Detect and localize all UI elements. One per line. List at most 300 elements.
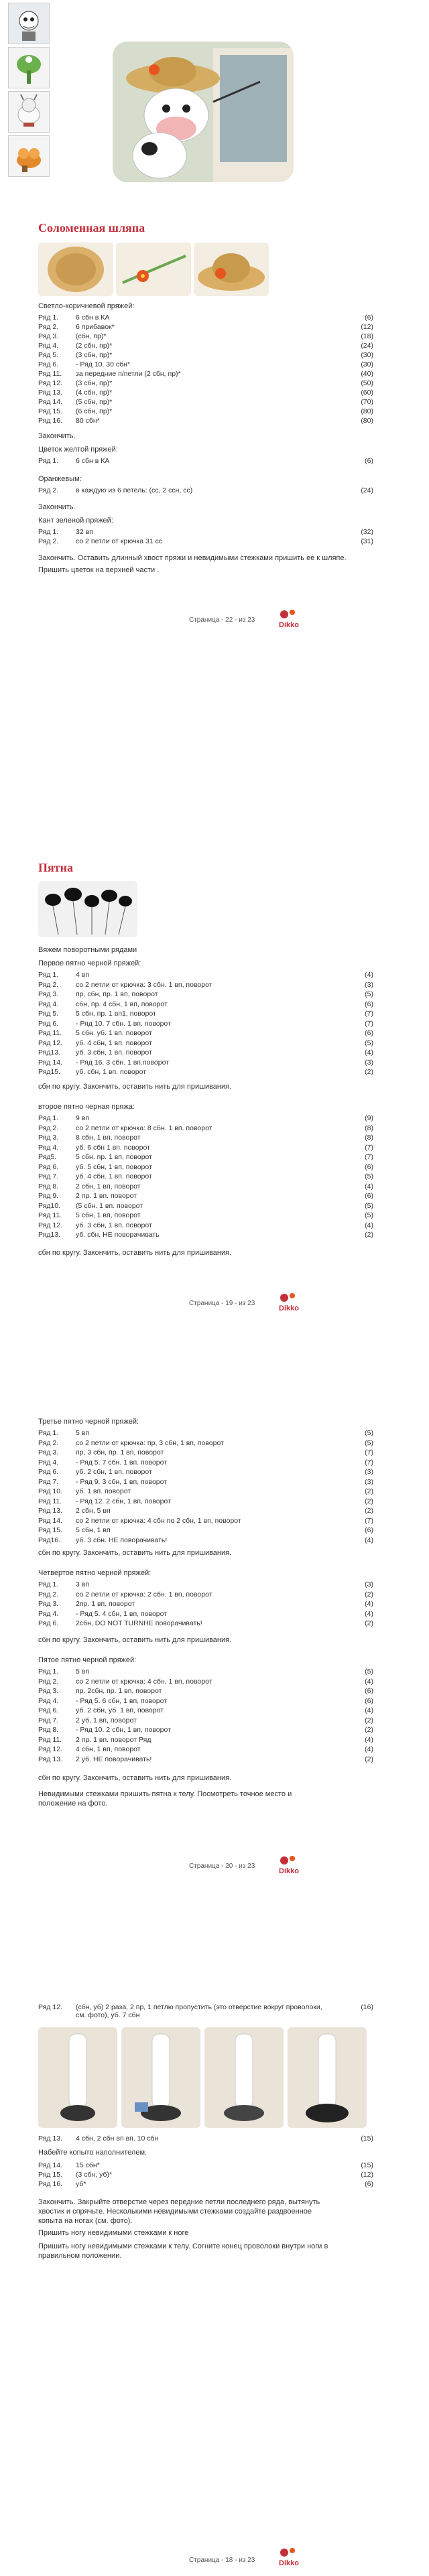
row-text: со 2 петли от крючка: 8 сбн. 1 вп. поворот [76,1124,212,1132]
instruction-row [38,1600,373,1609]
row-count: (15) [361,2161,373,2169]
finish-note: Закончить. Оставить длинный хвост пряжи и невидимыми стежками пришить ее к шляпе. [38,554,347,562]
row-label: Ряд 1. [38,1580,59,1588]
instruction-row [38,1507,373,1516]
green-intro: Кант зеленой пряжей: [38,517,113,525]
instruction-row [38,990,373,1000]
row-text: уб. 4 сбн. 1 вп. поворот [76,1172,152,1180]
row-label: Ряд 8. [38,1182,59,1191]
row-count: (4) [365,1745,373,1753]
dikko-logo-text: Dikko [279,2559,299,2567]
instruction-row [38,2171,373,2180]
row-text: - Ряд 5. 4 сбн, 1 вп, поворот [76,1609,168,1618]
finish-text-2: Закончить. [38,503,76,511]
instruction-row [38,342,373,351]
instruction-row [38,379,373,389]
part3-intro: Третье пятно черной пряжей: [38,1418,139,1426]
instruction-row [38,1172,373,1182]
row-text: уб. 1 вп. поворот [76,1487,131,1495]
row-count: (6) [365,1162,373,1171]
row-count: (7) [365,1019,373,1028]
instruction-row [38,1497,373,1507]
thumbnail-goat[interactable] [8,91,50,133]
row-text: со 2 петли от крючка 31 сс [76,537,163,545]
row-label: Ряд 5. [38,1010,59,1018]
row-label: Ряд 12. [38,1038,62,1047]
instruction-row [38,1182,373,1192]
hat-photo-crown [38,243,113,296]
row-count: (12) [361,2171,373,2179]
row-count: (3) [365,1477,373,1486]
instruction-row [38,398,373,407]
row-label: Ряд15. [38,1068,61,1076]
part3-end: сбн по кругу. Закончить, оставить нить для пришивания. [38,1549,232,1557]
row-text: (2 сбн, пр)* [76,342,113,350]
row-text: 5 сбн. уб. 1 вп. поворот [76,1029,152,1037]
instruction-row [38,1726,373,1735]
row-count: (18) [361,332,373,340]
row-label: Ряд 10. [38,1487,62,1495]
thumbnail-orange-animal[interactable] [8,135,50,177]
row-text: со 2 петли от крючка: 2 сбн. 1 вп, поворот [76,1590,212,1599]
row-text: в каждую из 6 петель: (сс, 2 ссн, сс) [76,486,193,494]
instruction-row [38,1668,373,1677]
flower-note: Пришить цветок на верхней части . [38,566,160,574]
hat-photo-finished [194,243,269,296]
row-count: (4) [365,1609,373,1618]
hat-photo-flower [116,243,191,296]
row-text: уб. сбн, 1 вп. поворот [76,1068,147,1076]
row-label: Ряд 4. [38,1696,59,1705]
row-text: (сбн, уб) 2 раза, 2 пр, 1 петлю пропустить (это отверстие вокруг проволоки, см. фото), уб. 7 сбн [76,2003,322,2019]
page-hat [0,221,429,657]
part5-intro: Пятое пятно черной пряжей: [38,1656,137,1664]
row-count: (4) [365,1182,373,1191]
row-text: 15 сбн* [76,2161,100,2169]
row-text: уб. 2 сбн, 1 вп, поворот [76,1468,152,1476]
row-text: 6 сбн в КА [76,457,110,465]
instruction-row [38,1439,373,1448]
row-text: 4 сбн, 1 вп, поворот [76,1745,141,1753]
row-label: Ряд 7. [38,1172,59,1180]
finish-note: Закончить. Закрыйте отверстие через передние петли последнего ряда, вытянуть хвостик и спрячьте. Несколькими невидимыми стежками создайте раздвоенное копыта на ногах (см. фото). [38,2198,320,2225]
row-count: (6) [365,1526,373,1534]
row-text: 80 сбн* [76,417,100,425]
row-label: Ряд 2. [38,486,59,494]
row-text: со 2 петли от крючка: 3 сбн. 1 вп, поворот [76,980,212,989]
row-count: (4) [365,1735,373,1744]
instruction-row [38,1068,373,1077]
row-count: (40) [361,370,373,378]
leg-photo-2 [121,2027,200,2128]
section-title-hat: Соломенная шляпа [38,221,145,234]
row-text: - Ряд 10. 30 сбн* [76,360,131,368]
row-text: уб. сбн, НЕ поворачивать [76,1231,160,1239]
row-label: Ряд 1. [38,457,59,465]
part1-intro: Первое пятно черной пряжей: [38,959,141,967]
row-count: (7) [365,1010,373,1018]
sew-leg: Пришить ногу невидимыми стежками к ноге [38,2229,189,2237]
row-count: (9) [365,1114,373,1122]
row-count: (2) [365,1231,373,1239]
row-text: 9 вп [76,1114,90,1122]
row-count: (8) [365,1134,373,1142]
dikko-logo-text: Dikko [279,1304,299,1312]
header-block [0,0,429,221]
row-text: уб. 6 сбн 1 вп. поворот [76,1143,150,1152]
row-text: 2сбн, DO NOT TURNНЕ поворачивать! [76,1619,202,1627]
finish-text: Закончить. [38,432,76,440]
page-spots [0,861,429,1370]
row-label: Ряд 4. [38,1000,59,1008]
dikko-logo [275,1852,307,1879]
row-count: (50) [361,379,373,387]
row-text: - Ряд 5. 7 сбн. 1 вп. поворот [76,1458,168,1467]
part2-end: сбн по кругу. Закончить, оставить нить для пришивания. [38,1249,232,1257]
row-label: Ряд 6. [38,1468,59,1476]
row-text: со 2 петли от крючка: пр, 3 сбн, 1 вп, поворот [76,1438,224,1447]
sew-body: Пришить ногу невидимыми стежками к телу. Согните конец проволоки внутри ноги в правильном положении. [38,2242,328,2260]
row-count: (2) [365,1590,373,1599]
instruction-row [38,2161,373,2171]
row-label: Ряд 13. [38,389,62,397]
part5-end: сбн по кругу. Закончить, оставить нить для пришивания. [38,1774,232,1782]
row-text: 2 сбн, 1 вп, поворот [76,1182,141,1191]
leg-photo-3 [204,2027,284,2128]
instruction-row [38,1468,373,1477]
sew-note: Невидимыми стежками пришить пятна к телу. Посмотреть точное место и положение на фото. [38,1790,292,1808]
instruction-row [38,1706,373,1716]
row-text: 4 вп [76,971,90,979]
row-count: (6) [365,1029,373,1037]
instruction-row [38,1231,373,1240]
page-footer: Страница - 22 - из 23 [189,616,255,624]
row-text: (4 сбн, пр)* [76,389,113,397]
part4-intro: Четвертое пятно черной пряжей: [38,1569,151,1577]
row-text: уб. 3 сбн. НЕ поворачивать! [76,1536,168,1544]
row-label: Ряд 1. [38,1668,59,1676]
row-label: Ряд 13. [38,2134,62,2143]
row-label: Ряд 4. [38,1609,59,1618]
instruction-row [38,1687,373,1696]
instruction-row [38,1429,373,1438]
part2-intro: второе пятно черная пряжа: [38,1103,135,1111]
row-text: со 2 петли от крючка: 4 сбн, 1 вп, поворот [76,1677,212,1686]
row-text: 5 сбн, 1 вп, поворот [76,1211,141,1219]
row-label: Ряд 14. [38,398,62,406]
row-count: (4) [365,1048,373,1057]
orange-intro: Оранжевым: [38,475,82,483]
row-count: (6) [365,1687,373,1695]
row-label: Ряд 2. [38,323,59,331]
row-label: Ряд 3. [38,1600,59,1608]
spots-photo [38,881,137,937]
instruction-row [38,1124,373,1134]
row-count: (2) [365,1507,373,1515]
row-label: Ряд 2. [38,1438,59,1447]
instruction-row [38,1020,373,1029]
part4-end: сбн по кругу. Закончить, оставить нить для пришивания. [38,1636,232,1644]
instruction-row [38,537,373,547]
instruction-row [38,1163,373,1172]
row-label: Ряд 11. [38,1735,62,1744]
row-label: Ряд5. [38,1153,57,1161]
instruction-row [38,1526,373,1536]
row-text: - Ряд 9. 3 сбн, 1 вп, поворот [76,1477,168,1486]
instruction-row [38,389,373,398]
row-count: (3) [365,1468,373,1476]
row-text: уб. 4 сбн, 1 вп. поворот [76,1038,152,1047]
row-count: (80) [361,417,373,425]
row-text: 3 вп [76,1580,90,1588]
instruction-row [38,351,373,360]
row-count: (12) [361,323,373,331]
row-label: Ряд 12. [38,1221,62,1229]
page-leg [0,2003,429,2576]
instruction-row [38,417,373,426]
row-count: (2) [365,1716,373,1724]
row-text: 2 пр. 1 вп. поворот Ряд [76,1735,151,1744]
instruction-row [38,1590,373,1600]
row-text: 5 вп [76,1668,90,1676]
row-label: Ряд 11. [38,1029,62,1037]
page-spots-continued [0,1417,429,1953]
row-label: Ряд 6. [38,1162,59,1171]
row-label: Ряд 14. [38,2161,62,2169]
row-label: Ряд 3. [38,1687,59,1695]
row-count: (7) [365,1448,373,1456]
row-label: Ряд 1. [38,1429,59,1437]
row-text: 6 прибавок* [76,323,115,331]
part1-end: сбн по кругу. Закончить, оставить нить для пришивания. [38,1083,232,1091]
instruction-row [38,1039,373,1048]
row13 [38,2134,373,2144]
instruction-row [38,407,373,417]
row-count: (5) [365,1172,373,1180]
row-text: пр, 3 сбн, пр. 1 вп, поворот [76,1448,164,1456]
row-count: (5) [365,1038,373,1047]
row-text: уб. 2 сбн, уб. 1 вп, поворот [76,1706,164,1714]
instruction-row [38,1619,373,1629]
row-label: Ряд 4. [38,342,59,350]
instruction-row [38,457,373,466]
instruction-row [38,1221,373,1231]
row-label: Ряд 7. [38,1716,59,1724]
row-label: Ряд 12. [38,1745,62,1753]
row-count: (6) [365,314,373,322]
row-text: - Ряд 10. 2 сбн, 1 вп, поворот [76,1726,171,1734]
instruction-row [38,1048,373,1058]
dikko-logo-text: Dikko [279,1867,299,1875]
row-count: (7) [365,1516,373,1525]
instruction-row [38,1000,373,1010]
row-text: 5 вп [76,1429,90,1437]
row-count: (5) [365,1668,373,1676]
row-label: Ряд 14. [38,1058,62,1067]
row-text: - Ряд 5. 6 сбн, 1 вп, поворот [76,1696,168,1705]
dikko-logo-text: Dikko [279,621,299,629]
row-label: Ряд 6. [38,1619,59,1627]
row-text: (6 сбн, пр)* [76,407,113,415]
row-count: (80) [361,407,373,415]
row-count: (7) [365,1143,373,1152]
flower-intro: Цветок желтой пряжей: [38,446,118,454]
row-label: Ряд 5. [38,351,59,359]
row-label: Ряд13. [38,1048,61,1057]
row-text: 2 уб, 1 вп, поворот [76,1716,137,1724]
row-label: Ряд 2. [38,1677,59,1686]
instruction-row [38,323,373,332]
instruction-row [38,1144,373,1153]
row-text: 4 сбн, 2 сбн вп вп. 10 сбн [76,2134,159,2143]
row-count: (30) [361,351,373,359]
instruction-row [38,981,373,990]
stuff-note: Набейте копыто наполнителем. [38,2149,147,2157]
instruction-row [38,1153,373,1162]
instruction-row [38,1134,373,1143]
row-count: (6) [365,1696,373,1705]
row-text: (3 сбн, уб)* [76,2171,113,2179]
section-title-spots: Пятна [38,861,73,874]
row-label: Ряд 6. [38,360,59,368]
leg-photo-1 [38,2027,117,2128]
instruction-row [38,1755,373,1765]
row-label: Ряд 2. [38,980,59,989]
row-count: (7) [365,1458,373,1467]
row-label: Ряд 1. [38,314,59,322]
yarn-intro: Светло-коричневой пряжей: [38,302,135,310]
row-count: (6) [365,457,373,465]
row-count: (32) [361,528,373,536]
row-count: (60) [361,389,373,397]
row-label: Ряд 1. [38,528,59,536]
instruction-row [38,2180,373,2189]
row-count: (6) [365,1000,373,1008]
row-count: (5) [365,1201,373,1210]
leg-photo-4 [288,2027,367,2128]
instruction-row [38,370,373,379]
row-count: (3) [365,1058,373,1067]
thumbnail-cartoon-face[interactable] [8,3,50,44]
row-count: (4) [365,1677,373,1686]
row-label: Ряд 2. [38,1590,59,1599]
instruction-row [38,360,373,370]
instruction-row [38,1059,373,1068]
row-count: (2) [365,1619,373,1627]
row-text: пр. 2сбн, пр. 1 вп, поворот [76,1687,162,1695]
row-count: (4) [365,971,373,979]
row-count: (31) [361,537,373,545]
instruction-row [38,486,373,496]
row-label: Ряд 15. [38,407,62,415]
instruction-row [38,1459,373,1468]
row-count: (4) [365,1600,373,1608]
instruction-row [38,1580,373,1590]
row-count: (6) [365,1192,373,1200]
row-count: (24) [361,486,373,494]
row-label: Ряд 12. [38,2003,62,2011]
page-footer: Страница - 20 - из 23 [189,1862,255,1870]
row-text: 8 сбн, 1 вп, поворот [76,1134,141,1142]
instruction-row [38,1478,373,1487]
instruction-row [38,1192,373,1201]
row-text: 5 сбн. пр. 1 вп, поворот [76,1153,152,1161]
instruction-row [38,1517,373,1526]
row-label: Ряд 3. [38,332,59,340]
row-count: (70) [361,398,373,406]
row-label: Ряд 3. [38,1448,59,1456]
dikko-logo [275,606,307,633]
row-label: Ряд 3. [38,1134,59,1142]
row-text: - Ряд 16. 3 сбн. 1 вп.поворот [76,1058,169,1067]
row-label: Ряд 7. [38,1477,59,1486]
row-text: уб. 3 сбн, 1 вп, поворот [76,1048,152,1057]
row-text: пр, сбн, пр. 1 вп, поворот [76,990,158,998]
row-label: Ряд 1. [38,1114,59,1122]
row-text: (сбн, пр)* [76,332,107,340]
row-count: (6) [365,2180,373,2188]
row-count: (8) [365,1124,373,1132]
row-count: (30) [361,360,373,368]
row-label: Ряд10. [38,1201,61,1210]
row-label: Ряд 15. [38,1526,62,1534]
row-text: со 2 петли от крючка: 4 сбн по 2 сбн, 1 вп, поворот [76,1516,241,1525]
row-count: (2) [365,1497,373,1505]
row-count: (5) [365,990,373,998]
instruction-row [38,1487,373,1497]
row-count: (4) [365,1221,373,1229]
instruction-row [38,1010,373,1019]
instruction-row [38,1536,373,1546]
row-label: Ряд 11. [38,370,62,378]
instruction-row [38,971,373,980]
row-text: - Ряд 12. 2 сбн, 1 вп, поворот [76,1497,171,1505]
row-text: 2 пр. 1 вп. поворот [76,1192,137,1200]
instruction-row [38,314,373,323]
row-count: (4) [365,1706,373,1714]
instruction-row [38,1448,373,1458]
row-count: (5) [365,1429,373,1437]
row-label: Ряд 4. [38,1143,59,1152]
row-text: 2 уб. НЕ поворачивать! [76,1755,152,1763]
row-count: (5) [365,1438,373,1447]
row-text: 6 сбн в КА [76,314,110,322]
row-label: Ряд 16. [38,2180,62,2188]
instruction-row [38,1716,373,1726]
row-label: Ряд 15. [38,2171,62,2179]
row-count: (2) [365,1755,373,1763]
row-count: (7) [365,1153,373,1161]
row-text: (5 сбн, пр)* [76,398,113,406]
row-count: (2) [365,1068,373,1076]
row-text: за передние п/петли (2 сбн, пр)* [76,370,181,378]
row-count: (4) [365,1536,373,1544]
page-footer: Страница - 18 - из 23 [189,2557,255,2564]
row-count: (5) [365,1211,373,1219]
instruction-row [38,332,373,342]
thumbnail-green-plant[interactable] [8,47,50,88]
row-text: 2 сбн, 5 вп [76,1507,111,1515]
instruction-row [38,1202,373,1211]
row-label: Ряд 11. [38,1211,62,1219]
instruction-row [38,1211,373,1221]
row-count: (2) [365,1487,373,1495]
row-count: (3) [365,980,373,989]
row-text: 2пр. 1 вп, поворот [76,1600,135,1608]
row-text: (3 сбн, пр)* [76,379,113,387]
row-label: Ряд 2. [38,537,59,545]
instruction-row [38,1745,373,1755]
